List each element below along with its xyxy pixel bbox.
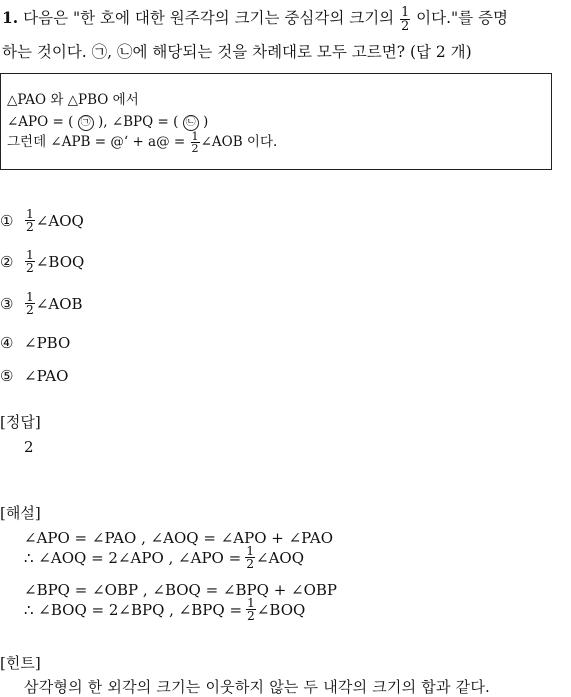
option-3[interactable] [0,291,83,317]
option-2-fraction [25,249,35,275]
expl-2-frac-num: 1 [246,544,255,558]
question-text-part1: 다음은 "한 호에 대한 원주각의 크기는 중심각의 크기의 [23,9,395,28]
option-3-frac-num: 1 [26,290,34,304]
box-line-2-c: ) [202,114,209,130]
option-5-text: ∠PAO [24,367,69,385]
option-4[interactable] [0,334,70,352]
option-3-fraction [25,291,35,317]
expl-2-frac-den: 2 [246,557,255,572]
explanation-line-2-a: ∴ ∠AOQ = 2∠APO , ∠APO = [24,548,242,567]
hint-label: [힌트] [0,654,41,672]
option-1-fraction [25,208,35,234]
explanation-line-2 [24,545,304,571]
option-3-frac-den: 2 [26,303,34,318]
blank-2-marker: ㉡ [183,115,199,131]
explanation-line-4-a: ∴ ∠BOQ = 2∠BPQ , ∠BPQ = [24,600,243,619]
option-1-frac-num: 1 [26,207,34,221]
proof-box [0,73,552,170]
option-4-text: ∠PBO [24,334,71,352]
option-1-text: ∠AOQ [35,211,84,230]
question-fraction [400,6,410,32]
box-line-3-b: ∠AOB 이다. [200,134,278,150]
question-text-part2: 이다."를 증명 [416,9,508,28]
box-line-2-b: ), ∠BPQ = ( [97,114,179,130]
expl-4-frac-den: 2 [247,609,255,624]
answer-label: [정답] [0,413,41,431]
box-line-1: △PAO 와 △PBO 에서 [7,92,139,108]
option-2[interactable] [0,249,84,275]
blank-1-marker: ㉠ [78,115,94,131]
option-1-frac-den: 2 [26,220,34,235]
expl-4-frac-num: 1 [247,596,255,610]
option-2-number: ② [0,252,14,271]
option-2-text: ∠BOQ [35,252,85,271]
explanation-line-4 [24,597,305,623]
explanation-line-4-fraction [246,597,256,623]
fraction-denominator: 2 [401,17,410,33]
option-5[interactable] [0,367,68,385]
explanation-line-2-fraction [245,545,255,571]
question-line-2: 하는 것이다. ㉠, ㉡에 해당되는 것을 차례대로 모두 고르면? (답 2 개) [2,43,472,61]
option-4-number: ④ [0,334,14,352]
option-3-number: ③ [0,294,14,313]
box-fraction [191,131,200,154]
option-3-text: ∠AOB [35,294,83,313]
option-5-number: ⑤ [0,367,14,385]
explanation-line-4-b: ∠BOQ [256,600,306,619]
fraction-numerator: 1 [401,4,410,19]
explanation-line-3: ∠BPQ = ∠OBP , ∠BOQ = ∠BPQ + ∠OBP [24,581,338,599]
option-2-frac-den: 2 [26,261,34,276]
option-1-number: ① [0,211,14,230]
answer-value: 2 [24,438,34,456]
explanation-line-1: ∠APO = ∠PAO , ∠AOQ = ∠APO + ∠PAO [24,529,334,547]
question-number: 1. [2,8,19,28]
box-line-2 [7,114,208,131]
explanation-label: [해설] [0,504,41,522]
hint-text: 삼각형의 한 외각의 크기는 이웃하지 않는 두 내각의 크기의 합과 같다. [24,678,490,696]
option-1[interactable] [0,208,84,234]
box-line-3 [7,130,277,154]
option-2-frac-num: 1 [26,248,34,262]
box-frac-num: 1 [191,129,199,143]
question-line-1 [2,6,508,32]
box-line-3-a: 그런데 ∠APB = @‘ + a@ = [7,134,186,150]
box-line-2-a: ∠APO = ( [7,114,74,130]
box-frac-den: 2 [191,142,199,155]
explanation-line-2-b: ∠AOQ [256,548,305,567]
